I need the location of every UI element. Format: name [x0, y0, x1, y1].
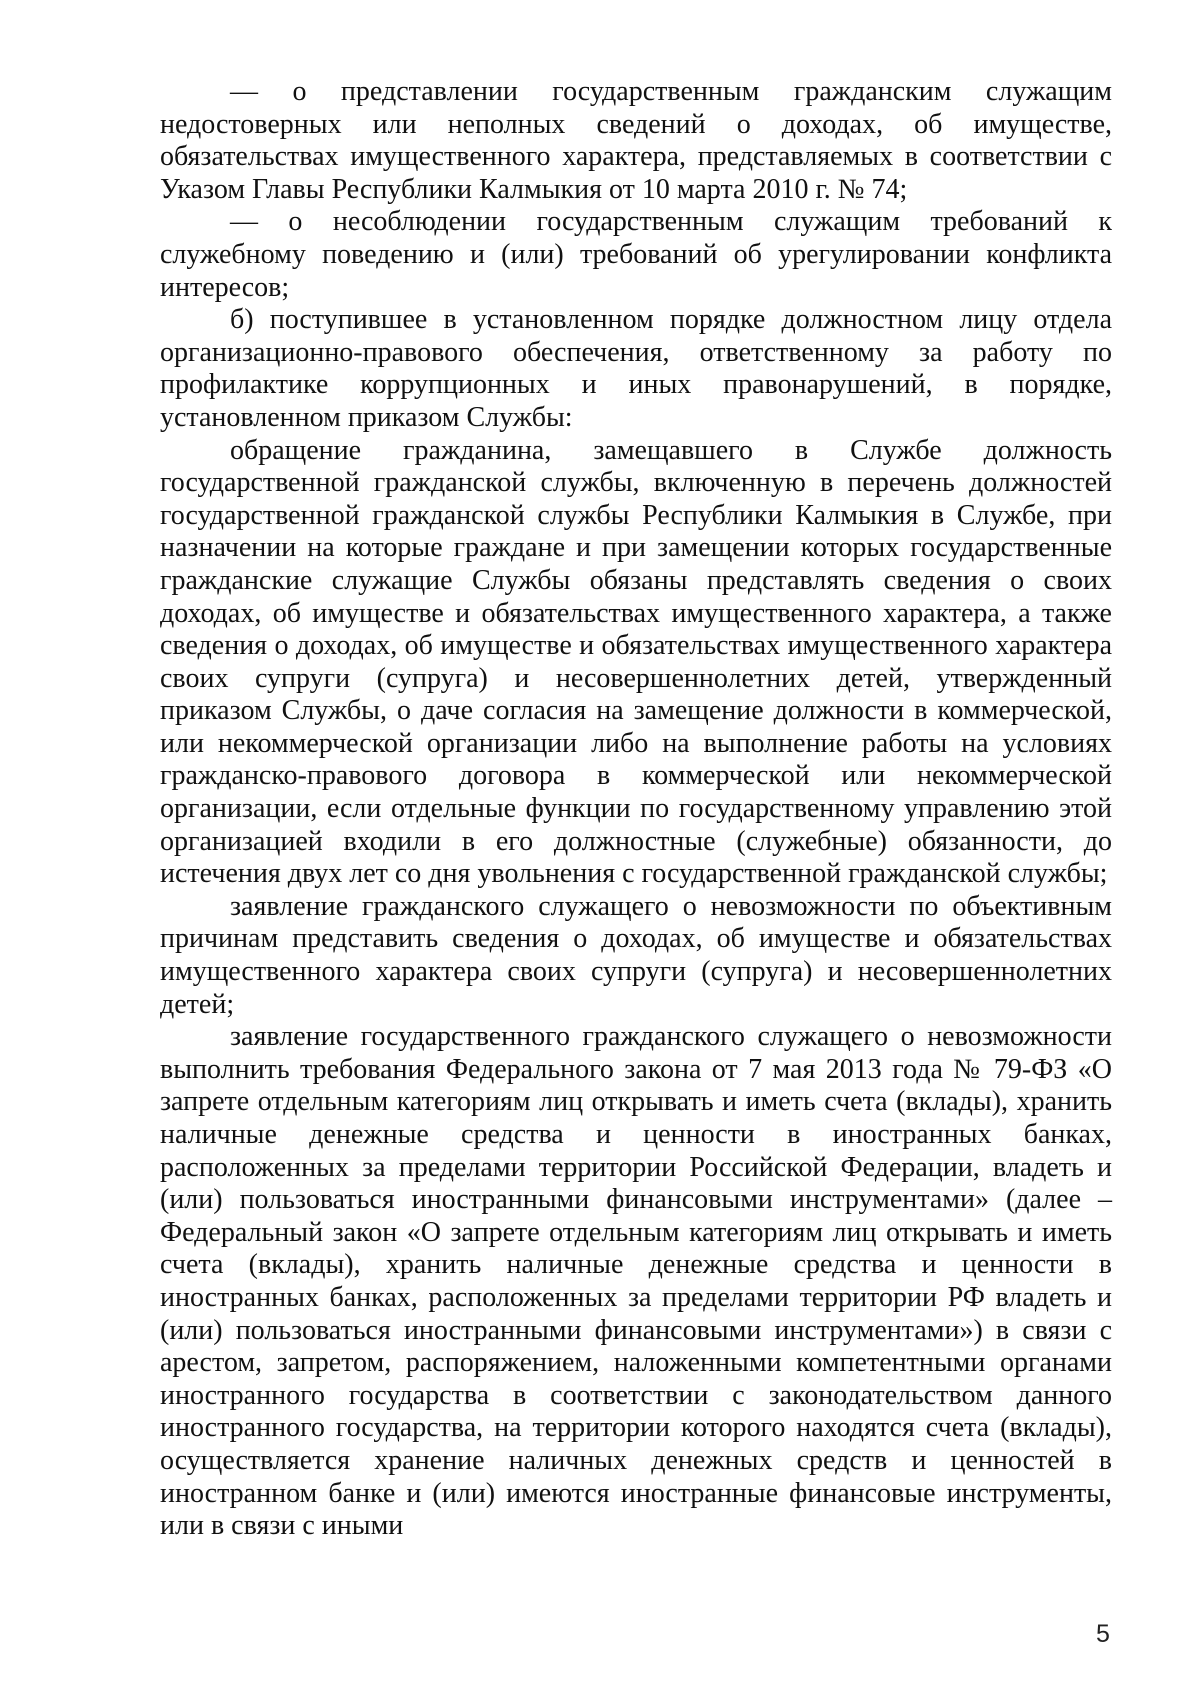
page-number: 5 [1096, 1620, 1110, 1648]
paragraph-item-b: б) поступившее в установленном порядке должностном лицу отдела организационно-правового обеспечения, ответственному за работу по профилактике коррупционных и иных правонарушений, в порядке, установленном приказом Службы: [160, 304, 1112, 433]
paragraph-statement-income-impossibility: заявление гражданского служащего о невозможности по объективным причинам представить сведения о доходах, об имуществе и обязательствах имущественного характера своих супруги (супруга) и несовершеннолетних детей; [160, 890, 1112, 1020]
paragraph-statement-federal-law: заявление государственного гражданского служащего о невозможности выполнить требования Федерального закона от 7 мая 2013 года № 79-ФЗ «О запрете отдельным категориям лиц открывать и иметь счета (вклады), хранить наличные денежные средства и ценности в иностранных банках, расположенных за пределами территории Российской Федерации, владеть и (или) пользоваться иностранными финансовыми инструментами» (далее – Федеральный закон «О запрете отдельным категориям лиц открывать и иметь счета (вклады), хранить наличные денежные средства и ценности в иностранных банках, расположенных за пределами территории РФ владеть и (или) пользоваться иностранными финансовыми инструментами») в связи с арестом, запретом, распоряжением, наложенными компетентными органами иностранного государства в соответствии с законодательством данного иностранного государства, на территории которого находятся счета (вклады), осуществляется хранение наличных денежных средств и ценностей в иностранном банке и (или) имеются иностранные финансовые инструменты, или в связи с иными [160, 1021, 1112, 1542]
paragraph-citizen-appeal: обращение гражданина, замещавшего в Службе должность государственной гражданской службы, включенную в перечень должностей государственной гражданской службы Республики Калмыкия в Службе, при назначении на которые граждане и при замещении которых государственные гражданские служащие Службы обязаны представлять сведения о своих доходах, об имуществе и обязательствах имущественного характера, а также сведения о доходах, об имуществе и обязательствах имущественного характера своих супруги (супруга) и несовершеннолетних детей, утвержденный приказом Службы, о даче согласия на замещение должности в коммерческой, или некоммерческой организации либо на выполнение работы на условиях гражданско-правового договора в коммерческой или некоммерческой организации, если отдельные функции по государственному управлению этой организацией входили в его должностные (служебные) обязанности, до истечения двух лет со дня увольнения с государственной гражданской службы; [160, 434, 1112, 890]
paragraph-false-info: — о представлении государственным гражданским служащим недостоверных или неполных сведений о доходах, об имуществе, обязательствах имущественного характера, представляемых в соответствии с Указом Главы Республики Калмыкия от 10 марта 2010 г. № 74; [160, 76, 1112, 205]
paragraph-conduct-requirements: — о несоблюдении государственным служащим требований к служебному поведению и (или) требований об урегулировании конфликта интересов; [160, 206, 1112, 303]
document-body [160, 76, 1112, 1543]
